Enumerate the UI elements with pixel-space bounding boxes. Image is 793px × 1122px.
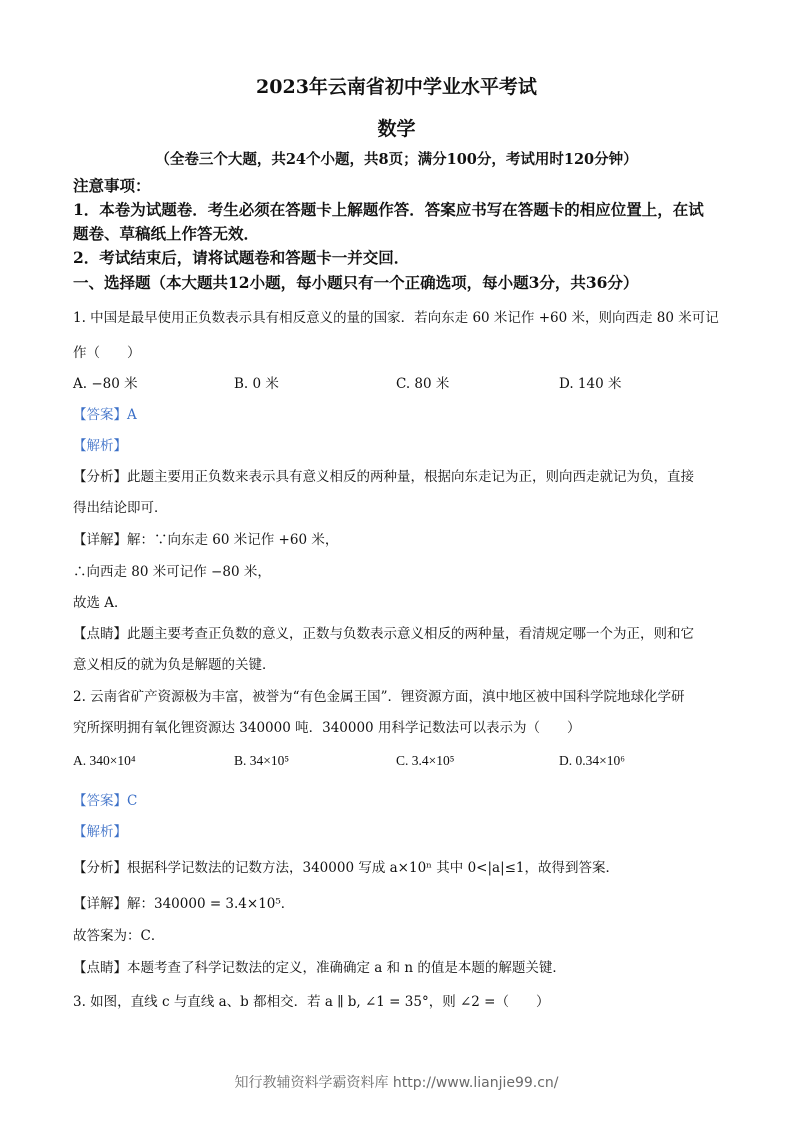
footer-watermark: 知行教辅资料学霸资料库 http://www.lianjie99.cn/ xyxy=(234,1075,559,1091)
q1-fenxi-line1: 【分析】此题主要用正负数来表示具有意义相反的两种量，根据向东走记为正，则向西走就记为负，直接 xyxy=(73,469,694,485)
q1-detail-line3: 故选 A． xyxy=(73,595,128,611)
q1-detail-line2: ∴向西走 80 米可记作 −80 米， xyxy=(73,564,271,580)
q2-stem-line2: 究所探明拥有氧化锂资源达 340000 吨．340000 用科学记数法可以表示为（ ） xyxy=(73,720,581,736)
q1-fenxi-line2: 得出结论即可． xyxy=(73,500,168,516)
note1-line1: 1．本卷为试题卷．考生必须在答题卡上解题作答．答案应书写在答题卡的相应位置上，在试 xyxy=(73,200,704,219)
q1-stem-line2: 作（ ） xyxy=(73,345,141,361)
q1-option-b: B. 0 米 xyxy=(234,376,279,392)
note2: 2．考试结束后，请将试题卷和答题卡一并交回． xyxy=(73,248,410,267)
q1-analysis-label: 【解析】 xyxy=(73,438,127,454)
q1-detail-line1: 【详解】解：∵向东走 60 米记作 +60 米， xyxy=(73,532,339,548)
note1-line2: 题卷、草稿纸上作答无效． xyxy=(73,224,260,243)
q2-analysis-label: 【解析】 xyxy=(73,824,127,840)
exam-info: （全卷三个大题，共24个小题，共8页；满分100分，考试用时120分钟） xyxy=(155,151,638,168)
q1-dianjing-line1: 【点睛】此题主要考查正负数的意义，正数与负数表示意义相反的两种量，看清规定哪一个为正，则和它 xyxy=(73,626,694,642)
section1-heading: 一、选择题（本大题共12小题，每小题只有一个正确选项，每小题3分，共36分） xyxy=(73,273,639,292)
q2-answer: 【答案】C xyxy=(73,793,138,809)
exam-title: 2023年云南省初中学业水平考试 xyxy=(256,76,537,98)
q2-conclusion: 故答案为：C． xyxy=(73,928,165,944)
q3-stem: 3. 如图，直线 c 与直线 a、b 都相交．若 a ∥ b, ∠1 = 35°，则 ∠2 =（ ） xyxy=(73,994,550,1010)
q1-option-d: D. 140 米 xyxy=(559,376,622,392)
q1-option-a: A. −80 米 xyxy=(73,376,138,392)
q2-option-b: B. 34×10⁵ xyxy=(234,753,290,768)
q1-answer: 【答案】A xyxy=(73,407,137,423)
notes-heading: 注意事项： xyxy=(73,176,151,195)
q1-dianjing-line2: 意义相反的就为负是解题的关键． xyxy=(73,657,276,673)
q2-fenxi: 【分析】根据科学记数法的记数方法，340000 写成 a×10ⁿ 其中 0<|a|≤1，故得到答案． xyxy=(73,860,620,876)
q1-stem-line1: 1. 中国是最早使用正负数表示具有相反意义的量的国家．若向东走 60 米记作 +60 米，则向西走 80 米可记 xyxy=(73,310,719,326)
q2-option-c: C. 3.4×10⁵ xyxy=(396,753,455,768)
subject-title: 数学 xyxy=(377,118,416,140)
q2-detail: 【详解】解：340000 = 3.4×10⁵． xyxy=(73,896,295,912)
q2-option-d: D. 0.34×10⁶ xyxy=(559,753,625,768)
q2-stem-line1: 2. 云南省矿产资源极为丰富，被誉为“有色金属王国”．锂资源方面，滇中地区被中国科学院地球化学研 xyxy=(73,689,685,705)
q2-option-a: A. 340×10⁴ xyxy=(73,753,136,768)
q2-dianjing: 【点睛】本题考查了科学记数法的定义，准确确定 a 和 n 的值是本题的解题关键． xyxy=(73,960,566,976)
q1-option-c: C. 80 米 xyxy=(396,376,450,392)
